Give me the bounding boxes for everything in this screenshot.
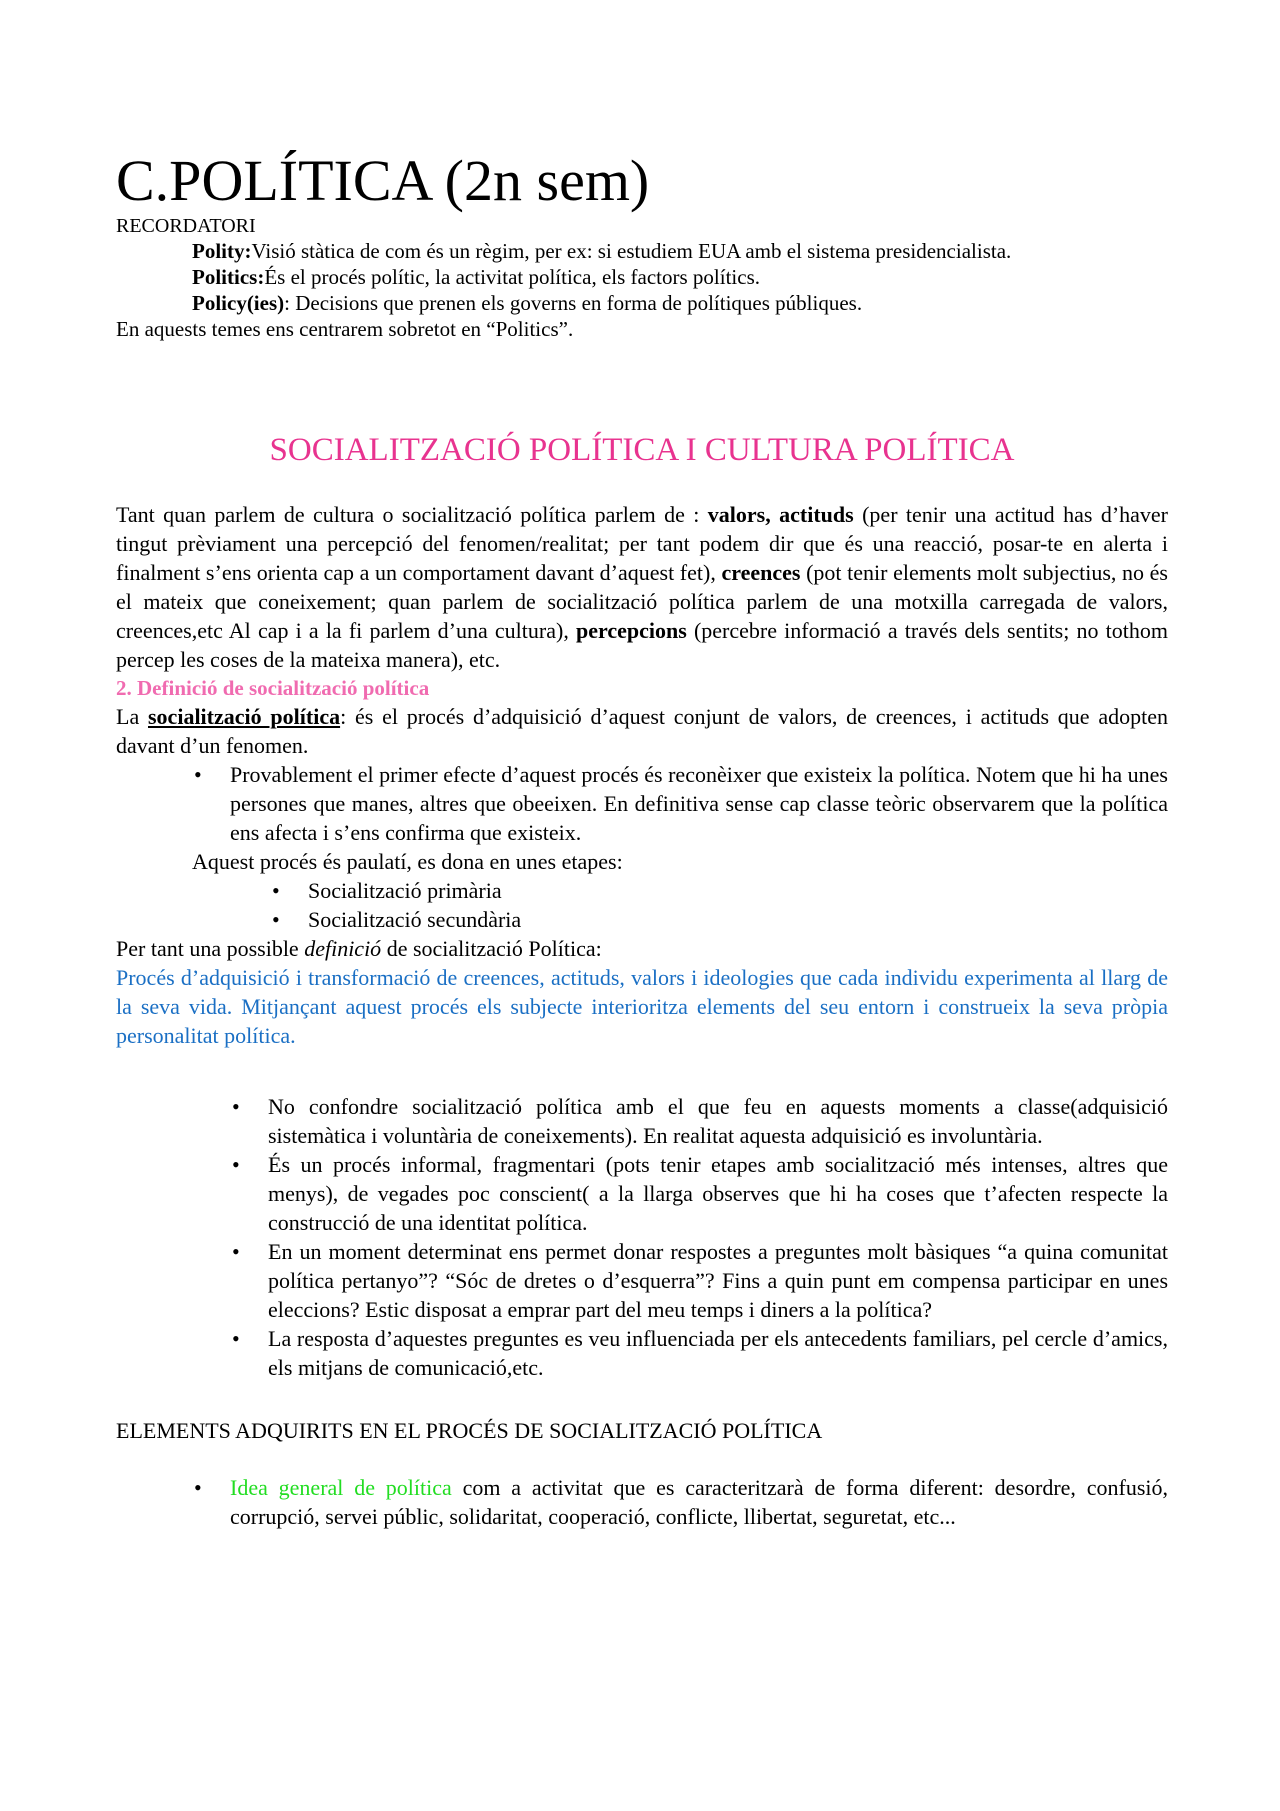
list-item-text: Socialització secundària	[308, 907, 522, 932]
list-item-text: com a activitat que es caracteritzarà de forma diferent: desordre, confusió, corrupció, servei públic, solidaritat, cooperació, conflicte, llibertat, seguretat, etc...	[230, 1475, 1168, 1529]
stages-list	[116, 876, 1168, 934]
list-item-text: No confondre socialització política amb el que feu en aquests moments a classe(adquisició sistemàtica i voluntària de coneixements). En realitat aquesta adquisició es involuntària.	[268, 1094, 1168, 1148]
definition-politics	[116, 264, 1168, 290]
intro-bold-percepcions: percepcions	[575, 618, 687, 643]
list-item	[232, 1237, 1168, 1324]
definition-term: Polity:	[192, 239, 252, 263]
definition-term: Politics:	[192, 265, 265, 289]
intro-text: (pot tenir elements molt subjectius, no és el mateix que coneixement; quan parlem de socialització política parlem de una motxilla carregada de valors, creences,etc Al cap i a la fi parlem d’una cultura),	[116, 560, 1168, 643]
intro-bold-valors: valors, actituds	[707, 502, 854, 527]
intro-bold-creences: creences	[721, 560, 801, 585]
intro-text: (per tenir una actitud has d’haver tingut prèviament una percepció del fenomen/realitat; per tant podem dir que és una reacció, posar-te en alerta i finalment s’ens orienta cap a un comportament davant d’aquest fet),	[116, 502, 1168, 585]
definition-text: Visió stàtica de com és un règim, per ex: si estudiem EUA amb el sistema presidencialista.	[251, 239, 1012, 263]
definition-policy	[116, 290, 1168, 316]
list-item	[232, 1324, 1168, 1382]
bullet-list-3	[116, 1473, 1168, 1531]
definition-text: És el procés polític, la activitat política, els factors polítics.	[264, 265, 760, 289]
list-item-text: En un moment determinat ens permet donar respostes a preguntes molt bàsiques “a quina comunitat política pertanyo”? “Sóc de dretes o d’esquerra”? Fins a quin punt em compensa participar en unes eleccions? Estic disposat a emprar part del meu temps i diners a la política?	[268, 1239, 1168, 1322]
page-title: C.POLÍTICA (2n sem)	[116, 148, 650, 213]
bullet-list-1	[116, 760, 1168, 847]
list-item	[194, 1473, 1168, 1531]
recordatori-label: RECORDATORI	[116, 215, 256, 237]
definition-paragraph	[116, 702, 1168, 760]
definition-term: Policy(ies)	[192, 291, 285, 315]
blue-definition: Procés d’adquisició i transformació de creences, actituds, valors i ideologies que cada individu experimenta al llarg de la seva vida. Mitjançant aquest procés els subjecte interioritza elements del seu entorn i construeix la seva pròpia personalitat política.	[116, 965, 1168, 1048]
text: de socialització Política:	[381, 936, 602, 961]
list-item-text: Provablement el primer efecte d’aquest procés és reconèixer que existeix la política. Notem que hi ha unes persones que manes, altres que obeeixen. En definitiva sense cap classe teòric observarem que la política ens afecta i s’ens confirma que existeix.	[230, 762, 1168, 845]
bullet-icon: •	[272, 907, 280, 932]
def-term: socialització política	[148, 704, 341, 729]
def-text: : és el procés d’adquisició d’aquest conjunt de valors, de creences, i actituds que adopten davant d’un fenomen.	[116, 704, 1168, 758]
list-item-text: Socialització primària	[308, 878, 502, 903]
bullet-icon: •	[232, 1239, 240, 1264]
intro-text: (percebre informació a través dels sentits; no tothom percep les coses de la mateixa manera), etc.	[116, 618, 1168, 672]
list-item	[232, 1150, 1168, 1237]
bullet-icon: •	[272, 878, 280, 903]
bullet-icon: •	[232, 1094, 240, 1119]
def-text: La	[116, 704, 148, 729]
text: Per tant una possible	[116, 936, 305, 961]
definition-polity	[116, 238, 1168, 264]
list-item-text: És un procés informal, fragmentari (pots tenir etapes amb socialització més intenses, altres que menys), de vegades poc conscient( a la llarga observes que hi ha coses que t’afecten respecte la construcció de una identitat política.	[268, 1152, 1168, 1235]
definition-text: : Decisions que prenen els governs en forma de polítiques públiques.	[284, 291, 863, 315]
intro-text: Tant quan parlem de cultura o socialització política parlem de :	[116, 502, 708, 527]
text-emphasis: definició	[304, 936, 382, 961]
bullet-icon: •	[232, 1152, 240, 1177]
list-item	[232, 1092, 1168, 1150]
section-title: SOCIALITZACIÓ POLÍTICA I CULTURA POLÍTICA	[269, 432, 1015, 468]
elements-title: ELEMENTS ADQUIRITS EN EL PROCÉS DE SOCIALITZACIÓ POLÍTICA	[116, 1418, 823, 1443]
stages-intro: Aquest procés és paulatí, es dona en unes etapes:	[192, 849, 623, 874]
subheading: 2. Definició de socialització política	[116, 676, 430, 700]
list-item-text: La resposta d’aquestes preguntes es veu influenciada per els antecedents familiars, pel cercle d’amics, els mitjans de comunicació,etc.	[268, 1326, 1168, 1380]
bullet-icon: •	[194, 1475, 202, 1500]
green-text: Idea general de política	[230, 1475, 452, 1500]
bullet-icon: •	[232, 1326, 240, 1351]
focus-line: En aquests temes ens centrarem sobretot en “Politics”.	[116, 317, 574, 341]
list-item	[194, 760, 1168, 847]
list-item	[272, 876, 1168, 905]
possible-definition	[116, 934, 1168, 963]
intro-paragraph	[116, 500, 1168, 674]
bullet-list-2	[116, 1092, 1168, 1382]
bullet-icon: •	[194, 762, 202, 787]
list-item	[272, 905, 1168, 934]
